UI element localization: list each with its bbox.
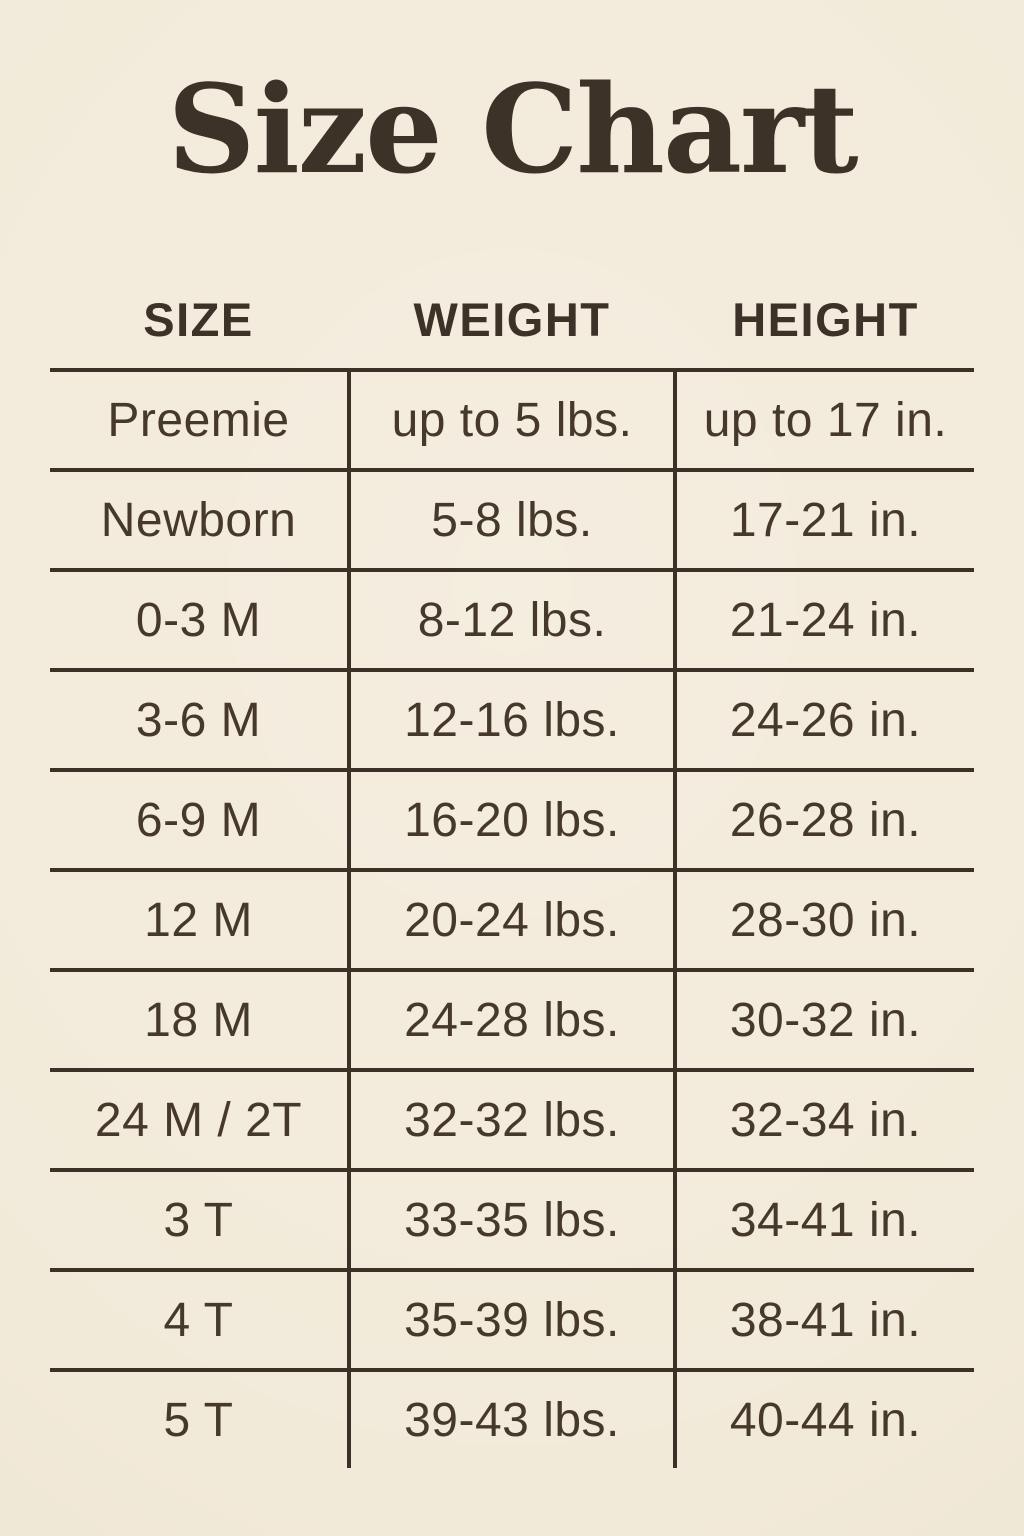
weight-cell: 16-20 lbs. [347, 772, 677, 868]
height-cell: up to 17 in. [703, 393, 948, 447]
weight-cell: 8-12 lbs. [347, 572, 677, 668]
size-cell: 12 M [144, 893, 253, 947]
size-cell: Preemie [107, 393, 290, 447]
weight-cell: 39-43 lbs. [347, 1372, 677, 1468]
weight-cell: up to 5 lbs. [347, 372, 677, 468]
table-row [50, 968, 974, 1068]
table-row [50, 1168, 974, 1268]
table-row [50, 768, 974, 868]
column-header-height: HEIGHT [732, 292, 919, 346]
table-row [50, 1368, 974, 1468]
table-row [50, 568, 974, 668]
size-cell: 3 T [163, 1193, 234, 1247]
table-row [50, 1068, 974, 1168]
size-cell: 4 T [163, 1293, 234, 1347]
table-row [50, 668, 974, 768]
table-row [50, 368, 974, 468]
weight-cell: 33-35 lbs. [347, 1172, 677, 1268]
table-header-row [50, 270, 974, 368]
size-cell: 6-9 M [135, 793, 262, 847]
table-row [50, 468, 974, 568]
size-cell: 5 T [163, 1393, 234, 1447]
height-cell: 26-28 in. [729, 793, 922, 847]
weight-cell: 5-8 lbs. [347, 472, 677, 568]
height-cell: 17-21 in. [729, 493, 922, 547]
column-header-size: SIZE [143, 292, 254, 346]
weight-cell: 20-24 lbs. [347, 872, 677, 968]
table-row [50, 868, 974, 968]
height-cell: 28-30 in. [729, 893, 922, 947]
size-cell: 18 M [144, 993, 253, 1047]
weight-cell: 35-39 lbs. [347, 1272, 677, 1368]
size-table [50, 270, 974, 1468]
page-title: Size Chart [167, 57, 857, 201]
size-cell: Newborn [100, 493, 297, 547]
weight-cell: 12-16 lbs. [347, 672, 677, 768]
column-header-weight: WEIGHT [413, 292, 611, 346]
height-cell: 30-32 in. [729, 993, 922, 1047]
height-cell: 38-41 in. [729, 1293, 922, 1347]
height-cell: 40-44 in. [729, 1393, 922, 1447]
height-cell: 32-34 in. [729, 1093, 922, 1147]
weight-cell: 24-28 lbs. [347, 972, 677, 1068]
table-body [50, 368, 974, 1468]
height-cell: 34-41 in. [729, 1193, 922, 1247]
weight-cell: 32-32 lbs. [347, 1072, 677, 1168]
size-cell: 0-3 M [135, 593, 262, 647]
height-cell: 24-26 in. [729, 693, 922, 747]
size-cell: 3-6 M [135, 693, 262, 747]
height-cell: 21-24 in. [729, 593, 922, 647]
size-cell: 24 M / 2T [94, 1093, 303, 1147]
table-row [50, 1268, 974, 1368]
